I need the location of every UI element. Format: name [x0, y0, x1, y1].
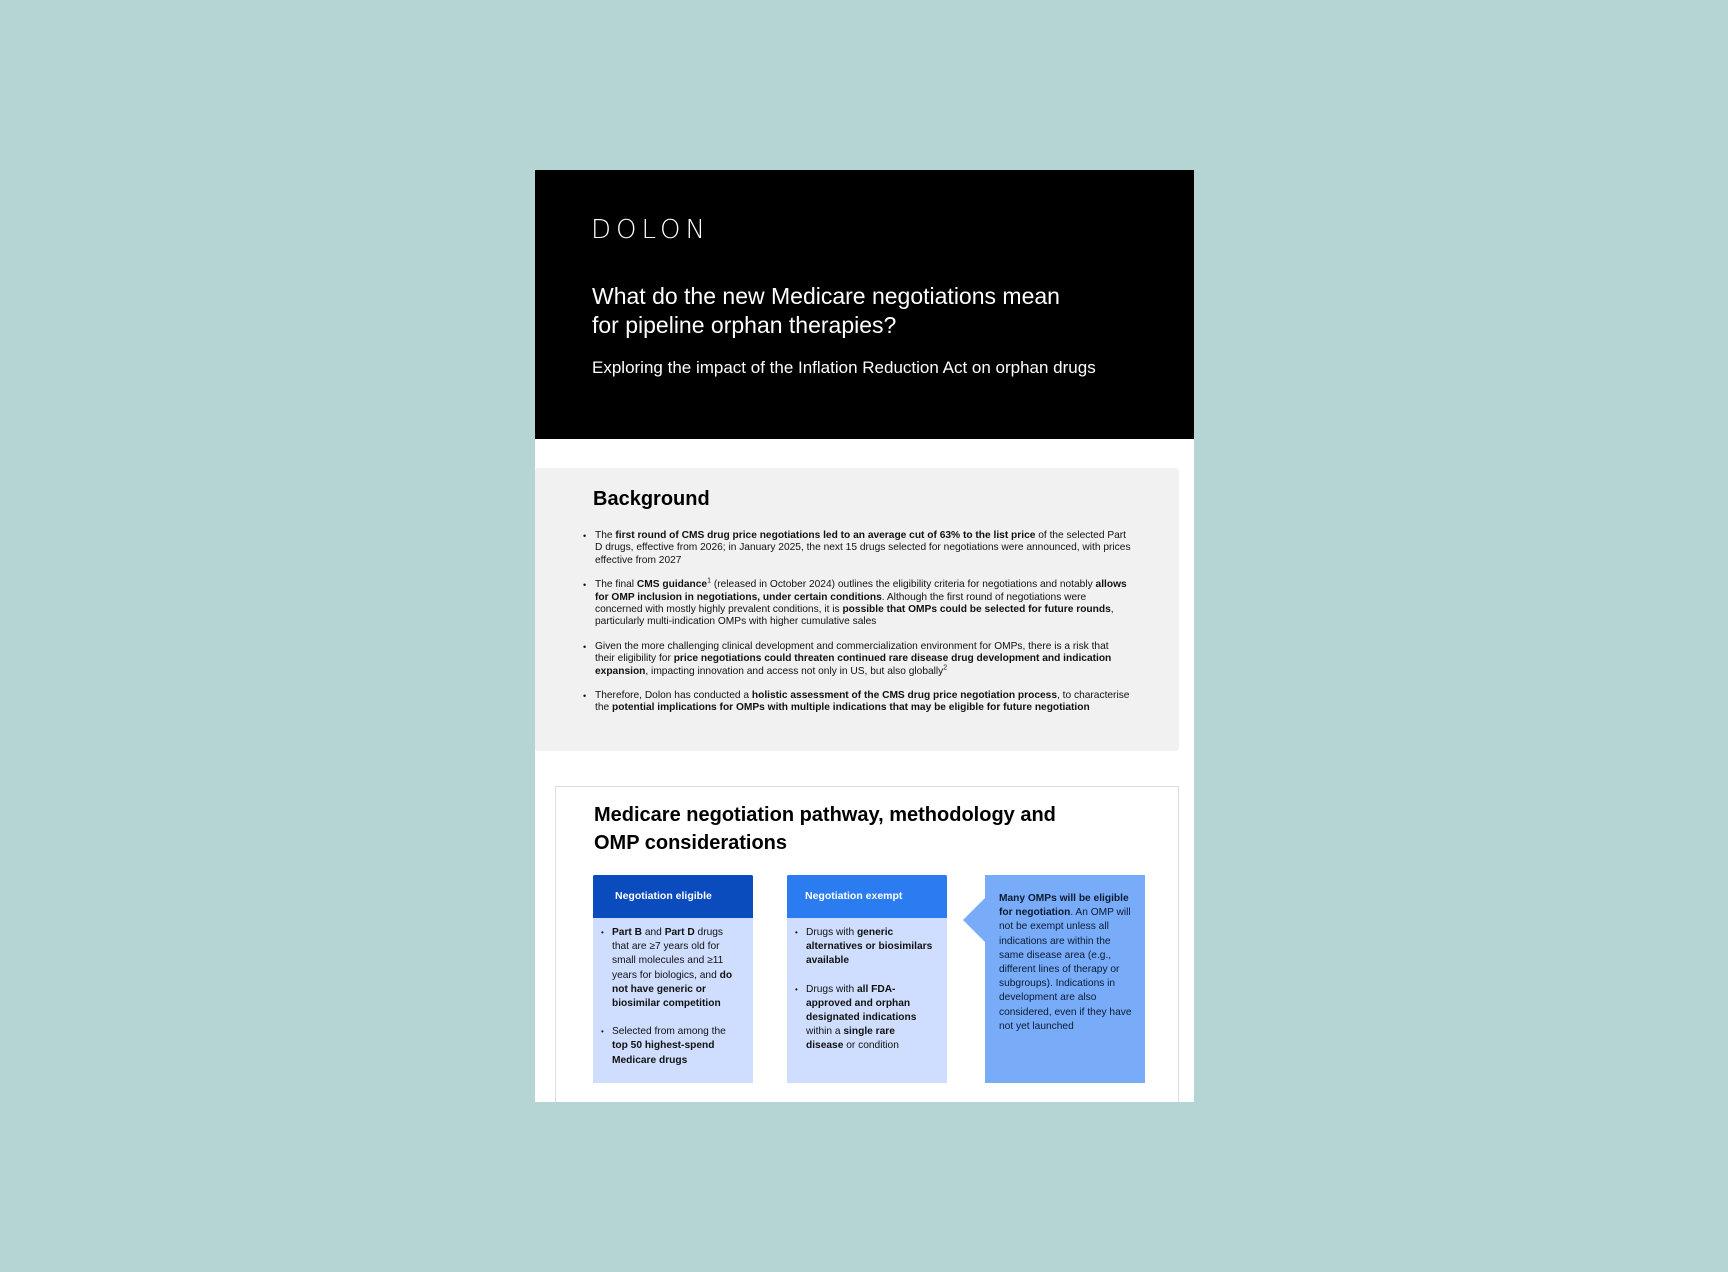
- text-run: The: [595, 530, 616, 541]
- report-title: What do the new Medicare negotiations mean for pipeline orphan therapies?: [592, 283, 1060, 338]
- footnote-ref: 1: [707, 577, 712, 585]
- emphasis: Many OMPs will be eligible for negotiation: [999, 893, 1129, 919]
- emphasis: allows for OMP inclusion in negotiations, under certain conditions: [595, 579, 1127, 603]
- negotiation-exempt-card: [787, 875, 947, 1083]
- exempt-criterion: [805, 926, 935, 969]
- negotiation-eligible-card: [593, 875, 753, 1083]
- pathway-heading: Medicare negotiation pathway, methodology and OMP considerations: [594, 804, 1056, 854]
- footnote-ref: 2: [943, 664, 948, 672]
- exempt-card-header: Negotiation exempt: [787, 875, 947, 918]
- emphasis: price negotiations could threaten continued rare disease drug development and indication expansion: [595, 653, 1112, 677]
- text-run: Drugs with: [806, 983, 857, 995]
- background-section: [535, 468, 1179, 751]
- text-run: . An OMP will not be exempt unless all indications are within the same disease area (e.g., different lines of therapy or subgroups). Indications in development are also considered, even if they have not yet launched: [999, 907, 1132, 1032]
- text-run: Given the more challenging clinical development and commercialization environment for OMPs, there is a risk that their eligibility for: [595, 640, 1109, 665]
- text-run: Selected from among the: [612, 1026, 726, 1038]
- text-run: , impacting innovation and access not only in US, but also globally: [645, 665, 944, 677]
- emphasis: possible that OMPs could be selected for future rounds: [842, 604, 1111, 616]
- text-run: The final: [595, 579, 637, 591]
- text-run: Drugs with: [806, 927, 857, 938]
- text-run: or condition: [843, 1040, 899, 1052]
- emphasis: Part B: [612, 927, 643, 938]
- background-bullet: [583, 690, 1131, 715]
- report-page: [535, 170, 1194, 1102]
- eligible-card-header: Negotiation eligible: [593, 875, 753, 918]
- background-heading: Background: [593, 488, 710, 510]
- text-run: (released in October 2024) outlines the eligibility criteria for negotiations and notably: [711, 579, 1096, 591]
- eligible-criterion: [611, 1025, 741, 1068]
- omp-callout-text: [999, 892, 1135, 1034]
- emphasis: all FDA-approved and orphan designated indications: [806, 983, 917, 1024]
- emphasis: generic alternatives or biosimilars available: [806, 927, 933, 967]
- exempt-criterion: [805, 983, 935, 1054]
- eligible-criteria-list: [593, 918, 753, 1068]
- text-run: , to characterise the: [595, 690, 1130, 714]
- omp-callout: [985, 875, 1145, 1083]
- background-bullet: [583, 530, 1131, 567]
- dolon-logo: DOLON: [591, 215, 710, 245]
- text-run: . Although the first round of negotiations were concerned with mostly highly prevalent conditions, it is: [595, 591, 1087, 616]
- text-run: Therefore, Dolon has conducted a: [595, 690, 752, 702]
- report-subtitle: Exploring the impact of the Inflation Reduction Act on orphan drugs: [592, 358, 1096, 377]
- emphasis: first round of CMS drug price negotiations led to an average cut of 63% to the list price: [615, 530, 1036, 541]
- emphasis: CMS guidance: [636, 579, 708, 591]
- emphasis: potential implications for OMPs with multiple indications that may be eligible for future negotiation: [612, 702, 1090, 714]
- emphasis: Part D: [664, 927, 695, 938]
- pathway-section: [555, 786, 1179, 1102]
- text-run: within a: [806, 1026, 844, 1038]
- eligible-criterion: [611, 926, 741, 1011]
- text-run: of the selected Part D drugs, effective from 2026; in January 2025, the next 15 drugs selected for negotiations were announced, with prices effective from 2027: [595, 530, 1131, 566]
- exempt-criteria-list: [787, 918, 947, 1054]
- background-list: [583, 530, 1131, 727]
- callout-pointer: [963, 897, 986, 943]
- text-run: and: [642, 927, 665, 938]
- emphasis: top 50 highest-spend Medicare drugs: [612, 1040, 715, 1066]
- background-bullet: [583, 579, 1131, 629]
- emphasis: holistic assessment of the CMS drug price negotiation process: [751, 690, 1057, 702]
- hero-banner: [535, 170, 1194, 439]
- text-run: drugs that are ≥7 years old for small molecules and ≥11 years for biologics, and: [612, 927, 724, 981]
- background-bullet: [583, 641, 1131, 678]
- emphasis: do not have generic or biosimilar competition: [612, 969, 733, 1010]
- text-run: , particularly multi-indication OMPs with higher cumulative sales: [595, 604, 1114, 628]
- emphasis: single rare disease: [806, 1026, 895, 1052]
